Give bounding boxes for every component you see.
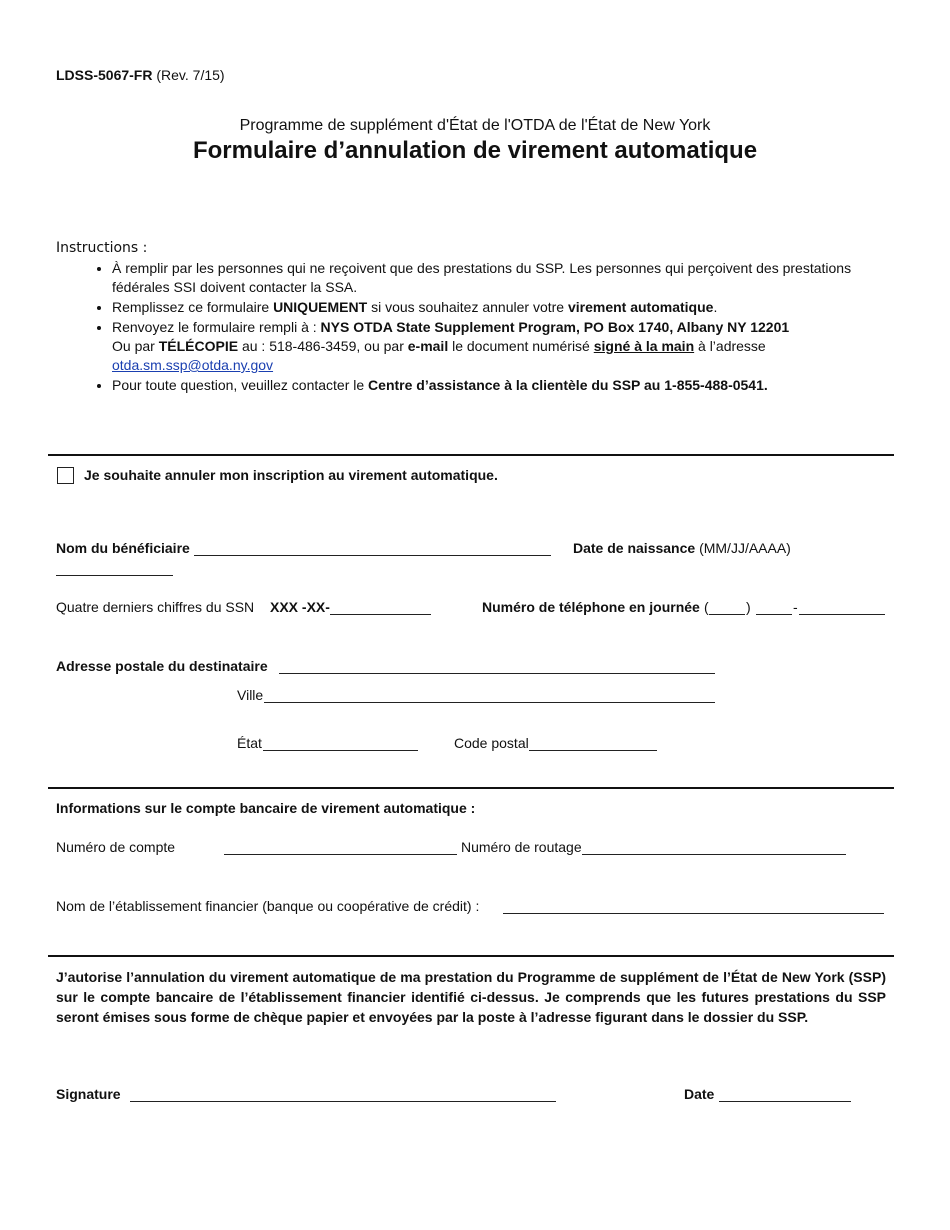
section-divider: [48, 454, 894, 456]
instructions-list: [56, 259, 932, 396]
ssn-prefix: XXX -XX-: [270, 599, 330, 615]
instruction-item: [112, 298, 932, 317]
instruction-text: Remplissez ce formulaire: [112, 299, 274, 315]
zip-field[interactable]: [529, 736, 657, 751]
state-field[interactable]: [263, 736, 418, 751]
support-center: Centre d’assistance à la clientèle du SSP au 1-855-488-0541.: [368, 377, 768, 393]
phone-label: Numéro de téléphone en journée: [482, 599, 700, 615]
program-name: Programme de supplément d'État de l'OTDA de l'État de New York: [239, 117, 711, 134]
page-title: Formulaire d’annulation de virement automatique: [192, 137, 758, 164]
institution-field[interactable]: [503, 899, 884, 914]
institution-label: Nom de l’établissement financier (banque ou coopérative de crédit) :: [56, 898, 480, 914]
instruction-emphasis: UNIQUEMENT: [273, 299, 368, 315]
section-divider: [48, 955, 894, 957]
account-label: Numéro de compte: [56, 839, 176, 855]
fax-number: au : 518-486-3459, ou par: [238, 338, 408, 354]
date-label: Date: [684, 1086, 715, 1102]
section-divider: [48, 787, 894, 789]
address-label: Adresse postale du destinataire: [56, 658, 268, 674]
phone-dash: -: [793, 599, 798, 615]
beneficiary-field[interactable]: [194, 541, 551, 556]
ssn-field[interactable]: [330, 600, 431, 615]
signed-emphasis: signé à la main: [593, 338, 695, 354]
instruction-item: [112, 318, 932, 375]
city-field[interactable]: [264, 688, 715, 703]
instruction-text: Ou par: [112, 338, 159, 354]
instruction-text: à l’adresse: [694, 338, 766, 354]
phone-open-paren: (: [704, 599, 709, 615]
instruction-text: si vous souhaitez annuler votre: [367, 299, 568, 315]
account-field[interactable]: [224, 840, 457, 855]
instruction-text: Pour toute question, veuillez contacter le: [112, 377, 369, 393]
phone-close-paren: ): [746, 599, 751, 615]
city-label: Ville: [237, 687, 264, 703]
phone-line-field[interactable]: [799, 600, 885, 615]
authorization-text: J’autorise l’annulation du virement automatique de ma prestation du Programme de supplément de l’État de New York (SSP) sur le compte bancaire de l’établissement financier identifié ci-dessus. Je comprends que les futures prestations du SSP seront émises sous forme de chèque papier et envoyées par la poste à l’adresse figurant dans le dossier du SSP.: [56, 969, 886, 1025]
routing-field[interactable]: [582, 840, 846, 855]
dob-format: (MM/JJ/AAAA): [699, 540, 791, 556]
cancel-checkbox[interactable]: [57, 467, 74, 484]
phone-prefix-field[interactable]: [756, 600, 792, 615]
instruction-item: [112, 376, 932, 395]
dob-label-group: [573, 540, 791, 556]
zip-label: Code postal: [454, 735, 529, 751]
signature-field[interactable]: [130, 1087, 556, 1102]
cancel-checkbox-label: Je souhaite annuler mon inscription au virement automatique.: [84, 467, 498, 483]
date-field[interactable]: [719, 1087, 851, 1102]
mailing-address: NYS OTDA State Supplement Program, PO Box 1740, Albany NY 12201: [320, 319, 790, 335]
instruction-text: le document numérisé: [448, 338, 594, 354]
email-label: e-mail: [407, 338, 449, 354]
state-label: État: [237, 735, 262, 751]
phone-area-field[interactable]: [709, 600, 745, 615]
ssn-label: Quatre derniers chiffres du SSN: [56, 599, 255, 615]
form-revision: (Rev. 7/15): [156, 67, 225, 83]
instruction-item: [112, 259, 862, 297]
bank-heading: Informations sur le compte bancaire de virement automatique :: [56, 800, 476, 816]
address-field[interactable]: [279, 659, 715, 674]
instruction-text: À remplir par les personnes qui ne reçoivent que des prestations du SSP. Les personnes qui perçoivent des prestations fédérales SSI doivent contacter la SSA.: [112, 260, 852, 295]
dob-label: Date de naissance: [573, 540, 696, 556]
dob-field[interactable]: [56, 561, 173, 576]
signature-label: Signature: [56, 1086, 121, 1102]
form-id-line: [56, 67, 225, 83]
fax-label: TÉLÉCOPIE: [158, 338, 239, 354]
instruction-text: .: [713, 299, 718, 315]
form-id: LDSS-5067-FR: [56, 67, 153, 83]
instructions-heading: Instructions :: [56, 240, 148, 256]
beneficiary-label: Nom du bénéficiaire: [56, 540, 190, 556]
email-link[interactable]: otda.sm.ssp@otda.ny.gov: [112, 357, 274, 373]
routing-label: Numéro de routage: [461, 839, 582, 855]
instruction-emphasis: virement automatique: [567, 299, 714, 315]
instruction-text: Renvoyez le formulaire rempli à :: [112, 319, 321, 335]
